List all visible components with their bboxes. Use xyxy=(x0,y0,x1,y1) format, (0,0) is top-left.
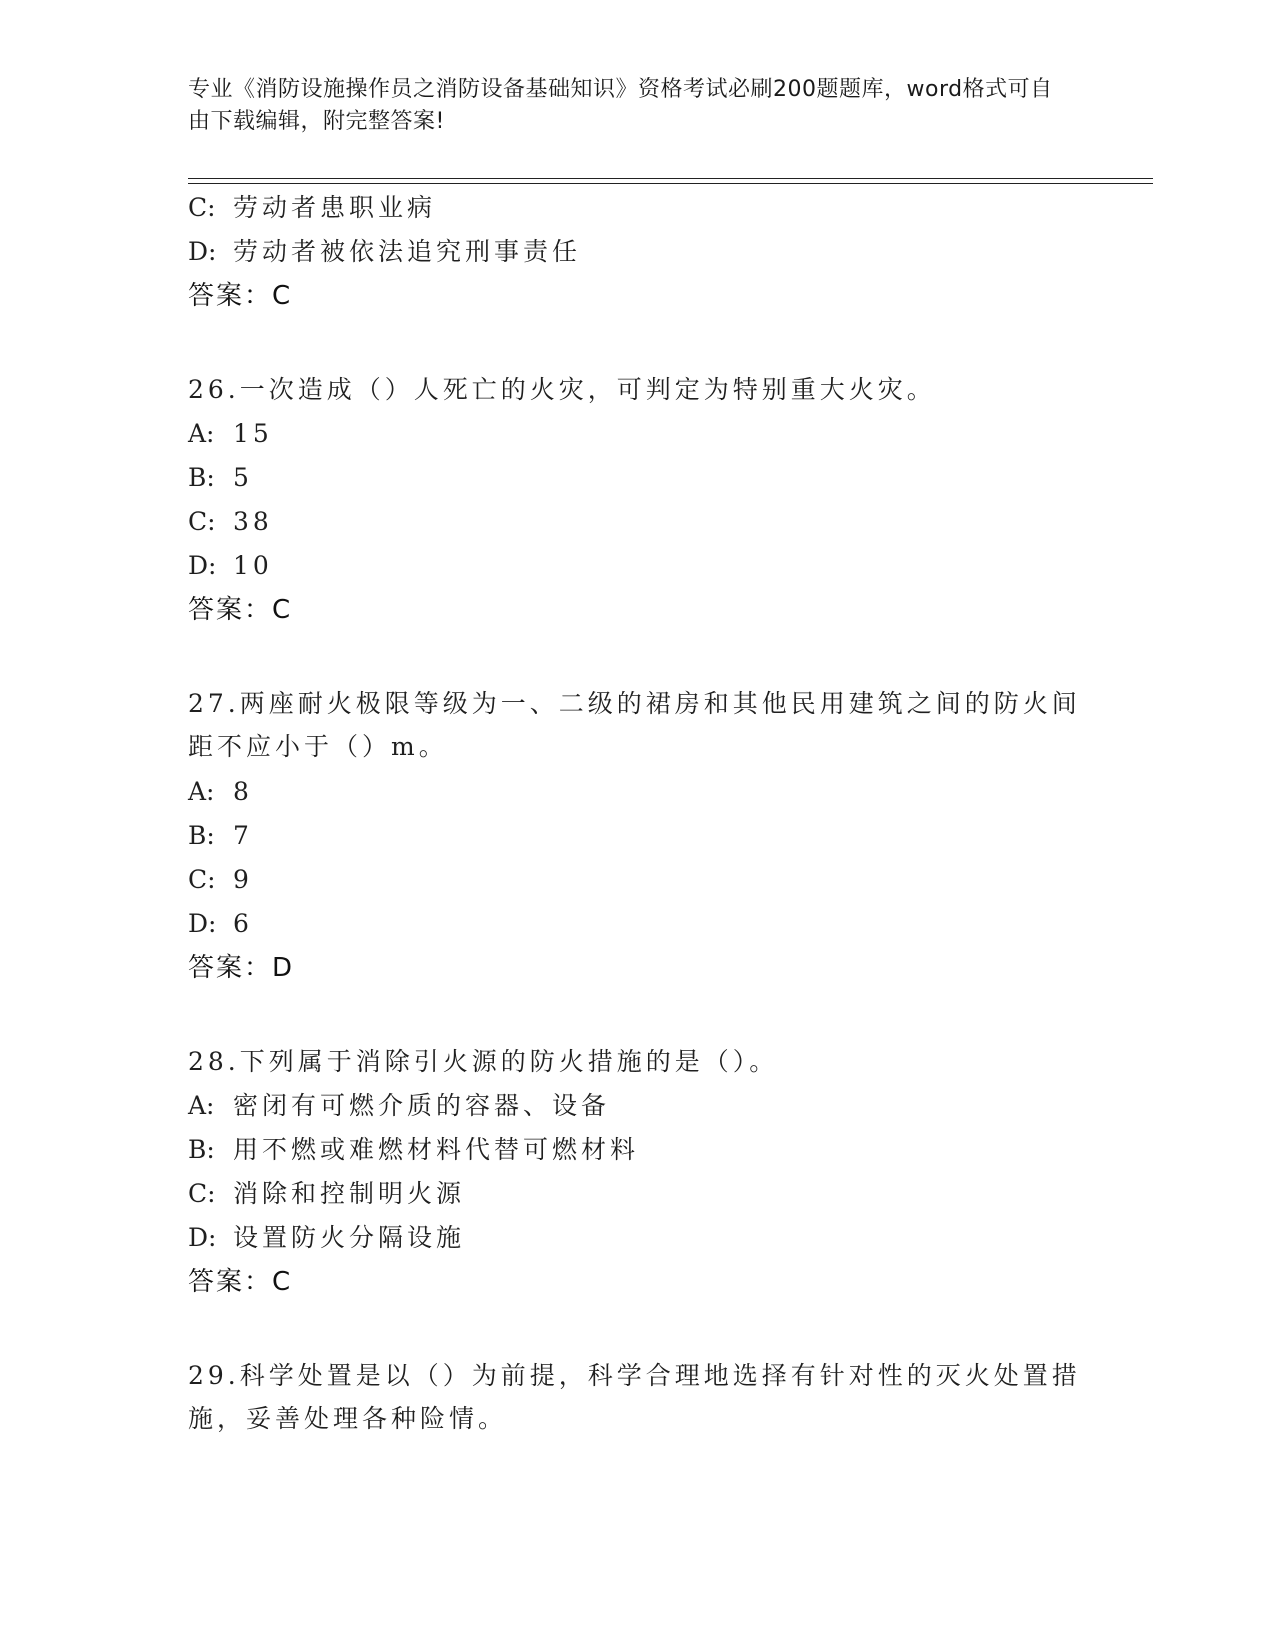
option-label: D: xyxy=(188,909,217,938)
q25-option-c xyxy=(188,192,436,224)
q27-stem-line1: 27.两座耐火极限等级为一、二级的裙房和其他民用建筑之间的防火间 xyxy=(188,689,1081,718)
option-label: D: xyxy=(188,237,217,266)
header-divider-bottom xyxy=(188,183,1153,184)
q27-stem-line2: 距不应小于（）m。 xyxy=(188,732,448,761)
option-label: C: xyxy=(188,865,216,894)
q26-option-b xyxy=(188,462,253,494)
option-text: 消除和控制明火源 xyxy=(233,1179,466,1208)
option-text: 15 xyxy=(233,419,273,448)
option-label: A: xyxy=(188,419,215,448)
q25-option-d xyxy=(188,236,581,268)
option-label: B: xyxy=(188,1135,215,1164)
q27-option-d xyxy=(188,908,253,940)
option-text: 劳动者患职业病 xyxy=(233,193,437,222)
option-label: B: xyxy=(188,463,215,492)
q26-stem: 26.一次造成（）人死亡的火灾，可判定为特别重大火灾。 xyxy=(188,375,936,404)
q27-option-b xyxy=(188,820,253,852)
option-label: C: xyxy=(188,193,216,222)
q27-answer: 答案：D xyxy=(188,953,295,983)
q26-option-c xyxy=(188,506,273,538)
option-label: C: xyxy=(188,507,216,536)
option-label: B: xyxy=(188,821,215,850)
document-header: 专业《消防设施操作员之消防设备基础知识》资格考试必刷200题题库，word格式可自由下载编辑，附完整答案! xyxy=(188,77,1053,134)
option-text: 38 xyxy=(233,507,273,536)
option-label: A: xyxy=(188,777,215,806)
header-divider-top xyxy=(188,178,1153,179)
option-text: 7 xyxy=(233,821,253,850)
q29-stem-line2: 施，妥善处理各种险情。 xyxy=(188,1404,508,1433)
q26-option-d xyxy=(188,550,273,582)
option-label: D: xyxy=(188,1223,217,1252)
q28-option-d xyxy=(188,1222,465,1254)
q27-option-a xyxy=(188,776,253,808)
option-text: 8 xyxy=(233,777,253,806)
option-text: 劳动者被依法追究刑事责任 xyxy=(233,237,582,266)
option-label: D: xyxy=(188,551,217,580)
option-label: A: xyxy=(188,1091,215,1120)
q28-option-c xyxy=(188,1178,465,1210)
option-text: 密闭有可燃介质的容器、设备 xyxy=(233,1091,611,1120)
q28-option-b xyxy=(188,1134,639,1166)
option-text: 9 xyxy=(233,865,253,894)
option-text: 设置防火分隔设施 xyxy=(233,1223,466,1252)
option-text: 10 xyxy=(233,551,273,580)
q27-option-c xyxy=(188,864,253,896)
q29-stem-line1: 29.科学处置是以（）为前提，科学合理地选择有针对性的灭火处置措 xyxy=(188,1361,1081,1390)
option-text: 6 xyxy=(233,909,253,938)
q28-option-a xyxy=(188,1090,610,1122)
option-label: C: xyxy=(188,1179,216,1208)
option-text: 5 xyxy=(233,463,253,492)
option-text: 用不燃或难燃材料代替可燃材料 xyxy=(233,1135,640,1164)
q26-option-a xyxy=(188,418,273,450)
q25-answer: 答案：C xyxy=(188,281,293,311)
q28-answer: 答案：C xyxy=(188,1267,293,1297)
q26-answer: 答案：C xyxy=(188,595,293,625)
q28-stem: 28.下列属于消除引火源的防火措施的是（）。 xyxy=(188,1047,779,1076)
